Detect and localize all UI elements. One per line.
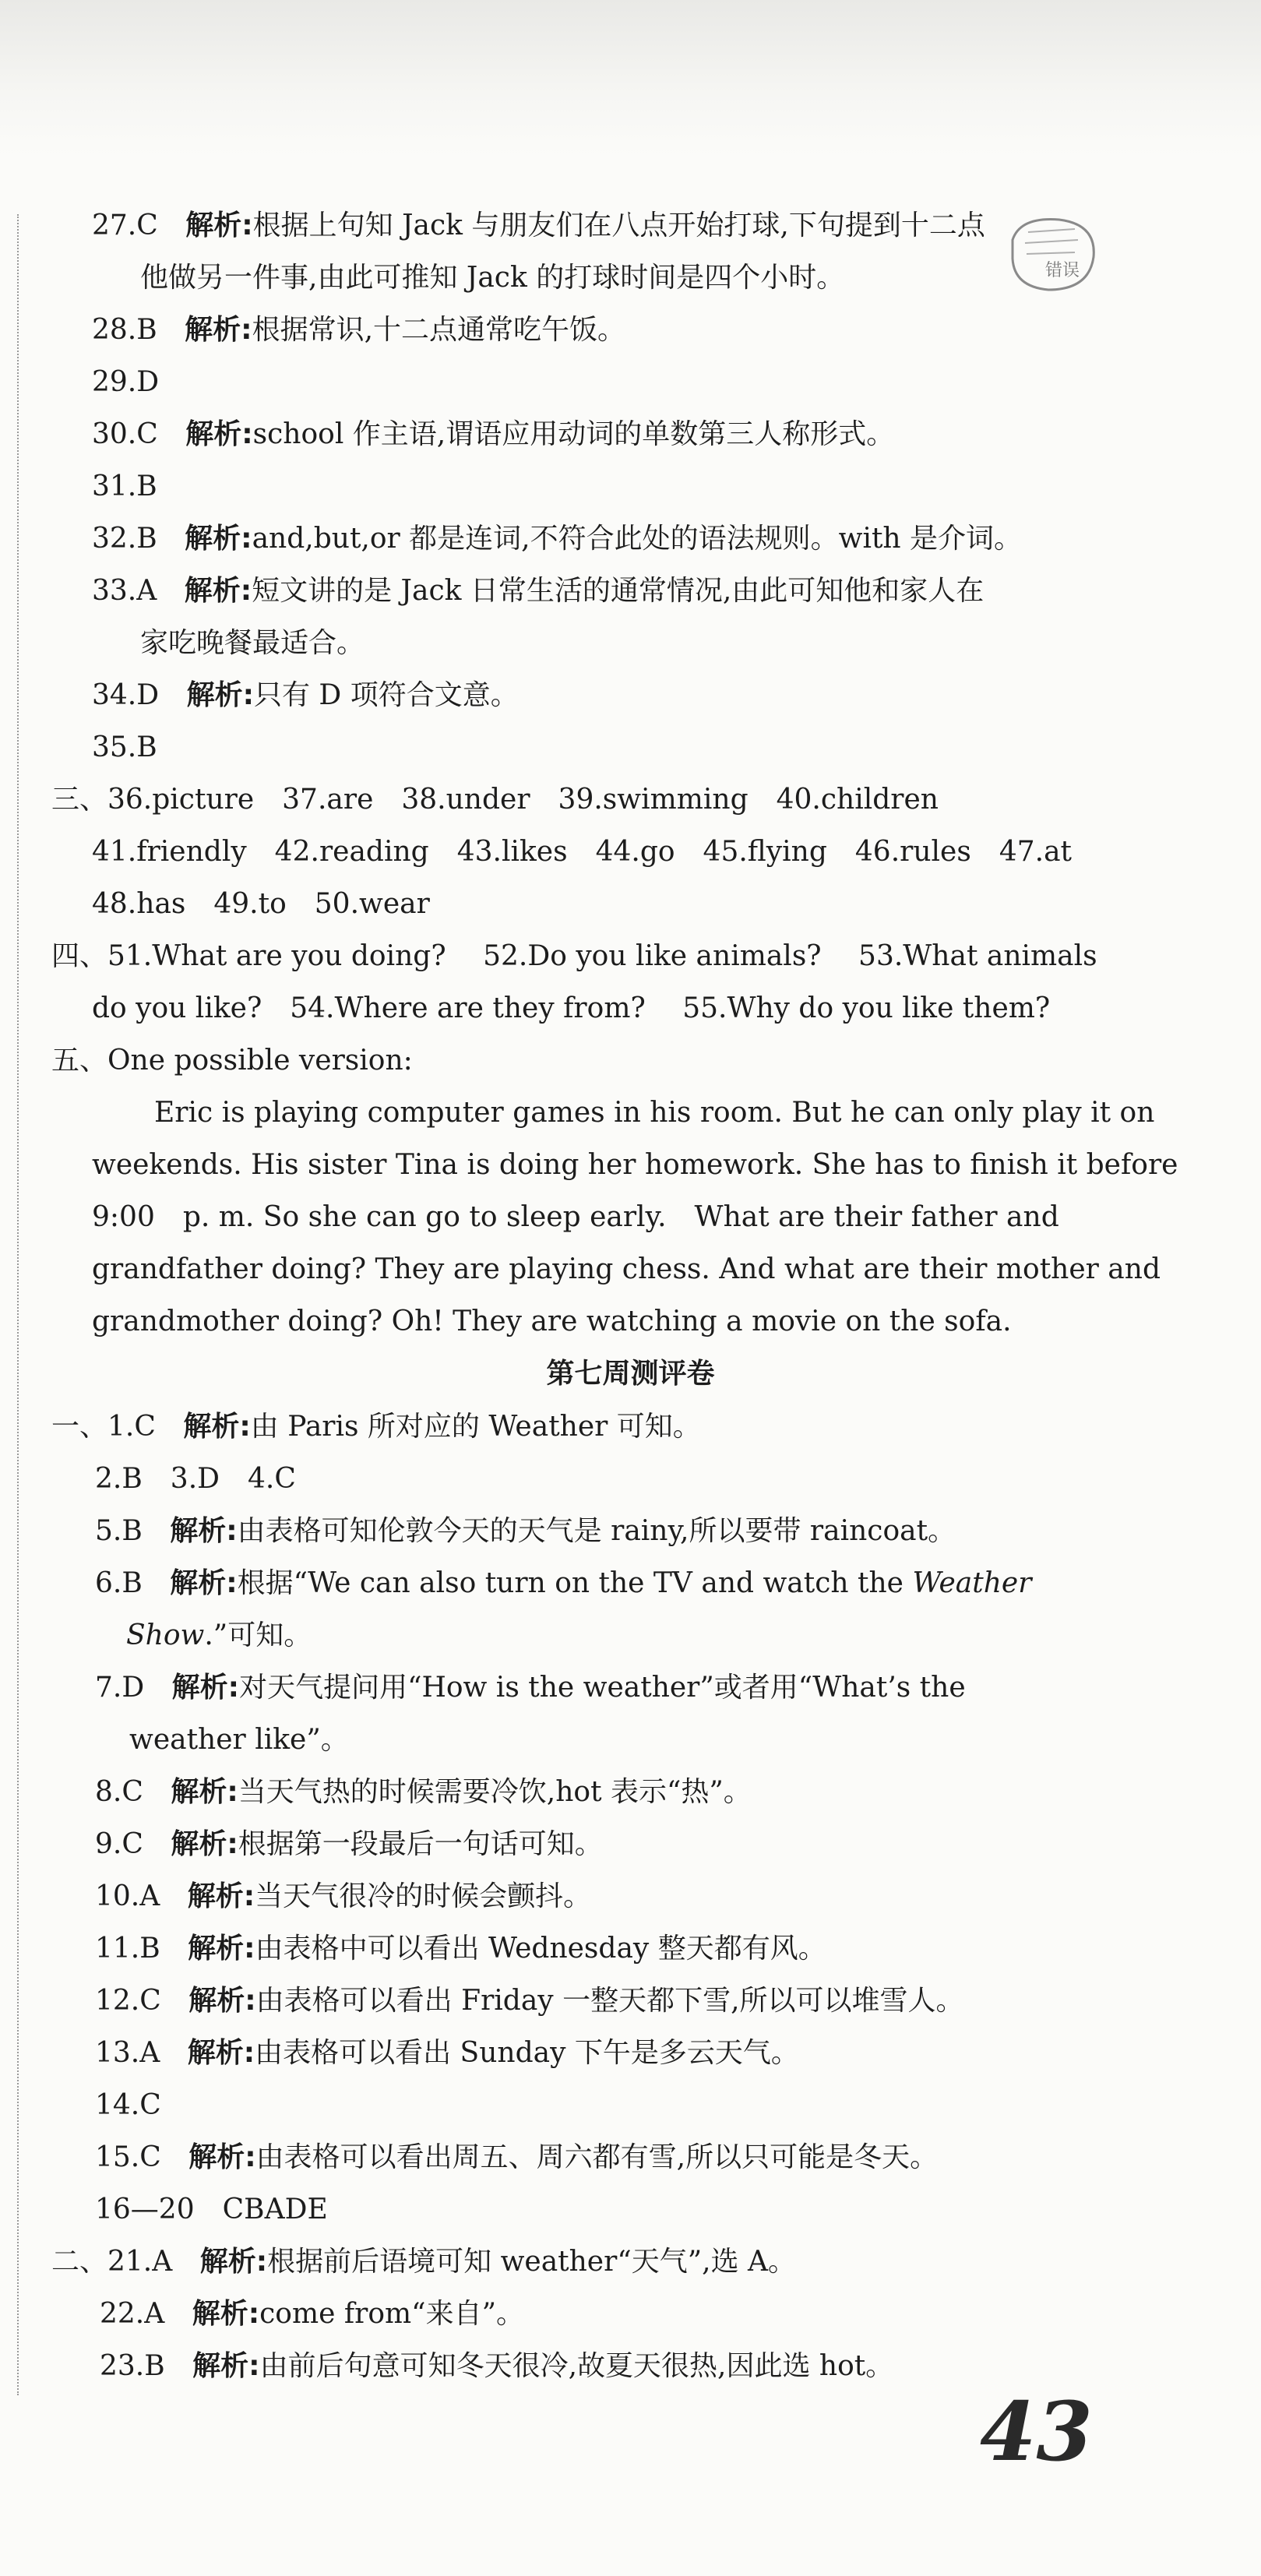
scan-top-shadow [0,0,1261,156]
answer-13 [95,2036,799,2070]
analysis-label: 解析: [192,2350,260,2382]
analysis-label: 解析: [183,1411,251,1443]
answer-21 [51,2245,796,2279]
analysis-text: 根据常识,十二点通常吃午饭。 [252,314,626,346]
analysis-label: 解析: [171,1828,238,1860]
analysis-text: 当天气热的时候需要冷饮,hot 表示“热”。 [238,1776,752,1808]
answer-6 [95,1566,1031,1601]
analysis-text: 由表格可以看出周五、周六都有雪,所以只可能是冬天。 [255,2141,939,2173]
section-4-row-1 [51,939,1097,974]
analysis-italic: Weather [912,1567,1032,1599]
answer-list: 48.has 49.to 50.wear [92,888,430,920]
composition-text: weekends. His sister Tina is doing her homework. She has to finish it before [92,1149,1178,1181]
analysis-text: weather like”。 [129,1724,349,1756]
item-number: 13.A [95,2037,160,2069]
answers-2-4 [95,1462,296,1496]
analysis-text: 当天气很冷的时候会颤抖。 [255,1880,592,1912]
item-number: 28.B [92,314,157,346]
answer-8 [95,1775,752,1810]
answer-1 [51,1410,701,1444]
analysis-text: 由表格可以看出 Friday 一整天都下雪,所以可以堆雪人。 [255,1985,964,2017]
analysis-label: 解析: [185,314,252,346]
answer-29 [92,365,159,400]
answer-list: 2.B 3.D 4.C [95,1463,296,1495]
composition-text: grandmother doing? Oh! They are watching a movie on the sofa. [92,1306,1012,1337]
item-number: 15.C [95,2141,161,2173]
analysis-text: 根据前后语境可知 weather“天气”,选 A。 [267,2246,797,2278]
analysis-label: 解析: [186,679,254,711]
section-3-row-1 [51,783,939,817]
analysis-label: 解析: [192,2298,260,2330]
analysis-text: 由表格可以看出 Sunday 下午是多云天气。 [255,2037,799,2069]
composition-line-5 [92,1305,1012,1339]
page-number: 43 [980,2384,1093,2479]
answer-5 [95,1514,956,1549]
answer-30 [92,418,894,452]
analysis-label: 解析: [171,1776,238,1808]
analysis-label: 解析: [199,2246,268,2278]
analysis-text: 根据上句知 Jack 与朋友们在八点开始打球,下句提到十二点 [252,210,985,241]
analysis-text: 由前后句意可知冬天很冷,故夏天很热,因此选 hot。 [259,2350,894,2382]
item-number: 33.A [92,575,157,607]
answer-27 [92,209,985,243]
answer-12 [95,1984,964,2018]
analysis-label: 解析: [184,575,252,607]
analysis-text: 家吃晚餐最适合。 [140,627,365,659]
answer-7-cont [129,1723,349,1757]
item-number: 35.B [92,731,157,763]
analysis-label: 解析: [171,1672,240,1704]
composition-line-1 [154,1096,1154,1130]
item-number: 6.B [95,1567,143,1599]
analysis-text: 根据“We can also turn on the TV and watch the [237,1567,913,1599]
section-3-row-3 [92,887,430,922]
analysis-italic: Show [126,1619,205,1651]
analysis-text: 他做另一件事,由此可推知 Jack 的打球时间是四个小时。 [140,262,845,294]
composition-line-2 [92,1148,1178,1182]
composition-text: Eric is playing computer games in his room. But he can only play it on [154,1097,1155,1129]
item-number: 30.C [92,418,158,450]
answer-27-cont [140,261,844,295]
analysis-text: 根据第一段最后一句话可知。 [238,1828,603,1860]
answer-list: 三、36.picture 37.are 38.under 39.swimming 40.children [51,784,939,816]
item-number: 8.C [95,1776,143,1808]
item-number: 31.B [92,470,157,502]
answers-16-20 [95,2193,328,2227]
analysis-text: 短文讲的是 Jack 日常生活的通常情况,由此可知他和家人在 [252,575,984,607]
answer-31 [92,470,157,504]
analysis-text: and,but,or 都是连词,不符合此处的语法规则。with 是介词。 [252,523,1023,555]
item-number: 32.B [92,523,157,555]
answer-10 [95,1880,591,1914]
analysis-text: 只有 D 项符合文意。 [253,679,519,711]
answer-11 [95,1932,826,1966]
answer-list: 41.friendly 42.reading 43.likes 44.go 45.flying 46.rules 47.at [92,836,1073,868]
answer-34 [92,678,519,713]
analysis-text: school 作主语,谓语应用动词的单数第三人称形式。 [252,418,895,450]
analysis-text: 由 Paris 所对应的 Weather 可知。 [250,1411,701,1443]
answer-22 [100,2297,524,2331]
item-number: 29.D [92,366,160,398]
mistake-stamp-icon [997,209,1106,302]
analysis-text: .”可知。 [204,1619,312,1651]
item-number: 一、1.C [51,1411,156,1443]
item-number: 12.C [95,1985,161,2017]
answer-6-cont [126,1619,312,1653]
item-number: 10.A [95,1880,160,1912]
answer-33-cont [140,626,365,661]
section-3-row-2 [92,835,1072,869]
analysis-label: 解析: [187,2037,255,2069]
answer-9 [95,1827,603,1862]
analysis-text: 由表格可知伦敦今天的天气是 rainy,所以要带 raincoat。 [237,1515,956,1547]
analysis-label: 解析: [170,1515,238,1547]
composition-line-3 [92,1200,1059,1235]
section-5-heading [51,1044,413,1078]
answer-23 [100,2349,893,2384]
analysis-label: 解析: [185,523,252,555]
binding-margin-line [17,214,19,2395]
item-number: 22.A [100,2298,165,2330]
item-number: 14.C [95,2089,161,2121]
answer-list: 16—20 CBADE [95,2194,328,2225]
analysis-text: come from“来自”。 [259,2298,524,2330]
analysis-label: 解析: [187,1880,255,1912]
analysis-label: 解析: [185,418,253,450]
item-number: 5.B [95,1515,143,1547]
composition-heading: 五、One possible version: [51,1045,413,1077]
composition-line-4 [92,1253,1161,1287]
analysis-label: 解析: [188,1933,255,1965]
item-number: 27.C [92,210,158,241]
answer-15 [95,2141,938,2175]
section-4-row-2 [92,992,1050,1026]
answer-35 [92,731,157,765]
section-title: 第七周测评卷 [546,1358,715,1390]
composition-text: grandfather doing? They are playing chess. And what are their mother and [92,1253,1161,1285]
answer-28 [92,313,625,347]
analysis-label: 解析: [170,1567,238,1599]
analysis-label: 解析: [188,2141,256,2173]
analysis-text: 由表格中可以看出 Wednesday 整天都有风。 [255,1933,826,1965]
item-number: 7.D [95,1672,145,1704]
analysis-label: 解析: [188,1985,256,2017]
item-number: 34.D [92,679,160,711]
answer-33 [92,574,984,608]
answer-list: 四、51.What are you doing? 52.Do you like animals? 53.What animals [51,940,1097,972]
answer-list: do you like? 54.Where are they from? 55.Why do you like them? [92,992,1051,1024]
item-number: 23.B [100,2350,165,2382]
answer-32 [92,522,1022,556]
item-number: 二、21.A [51,2246,173,2278]
item-number: 9.C [95,1828,143,1860]
composition-text: 9:00 p. m. So she can go to sleep early. What are their father and [92,1201,1059,1233]
item-number: 11.B [95,1933,160,1965]
svg-text:错误: 错误 [1045,261,1080,280]
answer-7 [95,1671,966,1705]
analysis-text: 对天气提问用“How is the weather”或者用“What’s the [239,1672,966,1704]
analysis-label: 解析: [185,210,253,241]
answer-14 [95,2088,161,2123]
